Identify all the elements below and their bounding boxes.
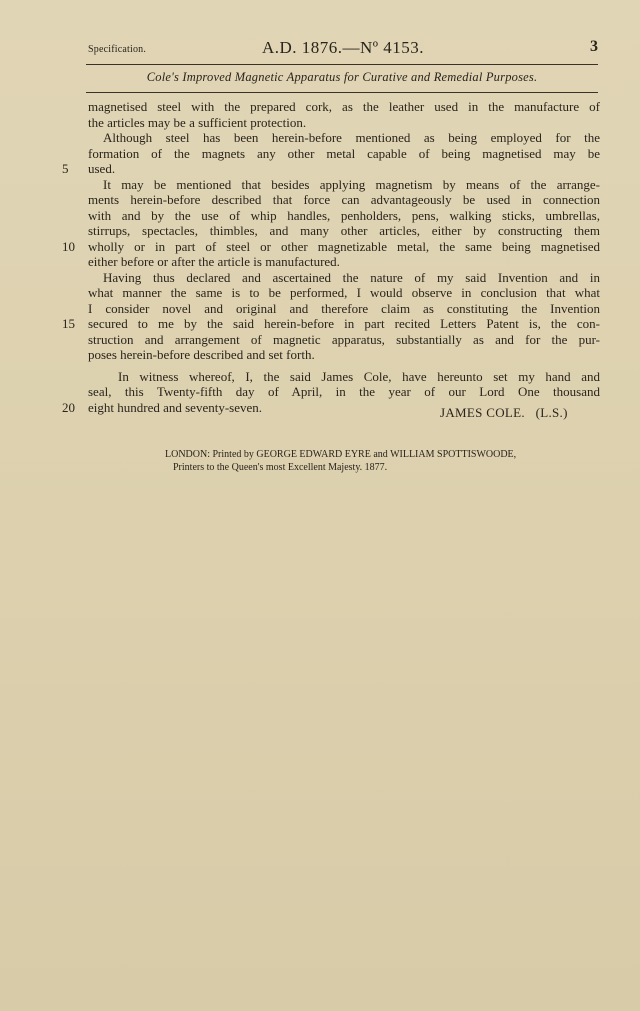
header-patent-number: A.D. 1876.—Nº 4153.: [261, 38, 425, 57]
page-subtitle: Cole's Improved Magnetic Apparatus for Curative and Remedial Purposes.: [146, 70, 538, 84]
text-line: [88, 347, 600, 363]
line-number: 5: [62, 161, 69, 176]
printer-imprint: [165, 448, 545, 474]
line-text: the articles may be a sufficient protection.: [88, 114, 307, 130]
page-number: 3: [590, 38, 598, 55]
imprint-line-2: Printers to the Queen's most Excellent Majesty. 1877.: [173, 462, 388, 473]
seal-mark: (L.S.): [535, 405, 568, 420]
line-text: It may be mentioned that besides applying magnetism by means of the arrange-: [103, 176, 600, 192]
line-text: Having thus declared and ascertained the nature of my said Invention and in: [103, 269, 600, 285]
line-text: struction and arrangement of magnetic apparatus, substantially as and for the pur-: [88, 331, 600, 347]
signature-name: JAMES COLE.: [440, 405, 525, 420]
text-line: [88, 115, 600, 131]
line-text: Although steel has been herein-before mentioned as being employed for the: [103, 130, 600, 145]
line-text: ments herein-before described that force can advantageously be used in connection: [88, 192, 600, 207]
line-text: poses herein-before described and set forth.: [88, 347, 315, 362]
text-line: [88, 177, 600, 193]
line-text: what manner the same is to be performed, I would observe in conclusion that what: [88, 285, 600, 300]
body-text: [62, 99, 600, 415]
header-rule: [86, 64, 598, 65]
text-line: [88, 130, 600, 146]
subtitle-rule: [86, 92, 598, 93]
text-line: [88, 301, 600, 317]
signature-block: [440, 405, 568, 421]
text-line: [88, 192, 600, 208]
line-text: stirrups, spectacles, thimbles, and many other articles, either by constructing them: [88, 223, 600, 238]
text-line: [88, 270, 600, 286]
line-text: formation of the magnets any other metal capable of being magnetised may be: [88, 145, 600, 161]
text-line: [88, 223, 600, 239]
imprint-line-1: LONDON: Printed by GEORGE EDWARD EYRE and WILLIAM SPOTTISWOODE,: [165, 449, 517, 460]
text-line: [88, 99, 600, 115]
line-text: wholly or in part of steel or other magnetizable metal, the same being magnetised: [88, 238, 600, 254]
line-text: magnetised steel with the prepared cork, as the leather used in the manufacture of: [88, 99, 600, 114]
line-number: 10: [62, 238, 75, 254]
line-text: seal, this Twenty-fifth day of April, in the year of our Lord One thousand: [88, 384, 600, 399]
line-text: eight hundred and seventy-seven.: [88, 399, 263, 415]
running-header: [88, 38, 598, 58]
line-number: 15: [62, 316, 75, 331]
line-text: In witness whereof, I, the said James Cole, have hereunto set my hand and: [118, 368, 600, 384]
line-text: either before or after the article is manufactured.: [88, 254, 340, 269]
text-line: [62, 161, 600, 177]
text-line: [62, 238, 600, 255]
line-text: used.: [88, 161, 116, 176]
text-line: [88, 332, 600, 348]
text-line: [88, 208, 600, 224]
line-text: secured to me by the said herein-before in part recited Letters Patent is, the con-: [88, 316, 600, 331]
text-line: [88, 254, 600, 270]
line-text: I consider novel and original and therefore claim as constituting the Invention: [88, 300, 600, 316]
text-line: [88, 146, 600, 162]
line-number: 20: [62, 399, 75, 415]
line-text: with and by the use of whip handles, penholders, pens, walking sticks, umbrellas,: [88, 207, 600, 223]
text-line: [88, 369, 600, 385]
text-line: [88, 384, 600, 400]
text-line: [62, 316, 600, 332]
header-specification-label: Specification.: [88, 44, 147, 55]
text-line: [88, 285, 600, 301]
